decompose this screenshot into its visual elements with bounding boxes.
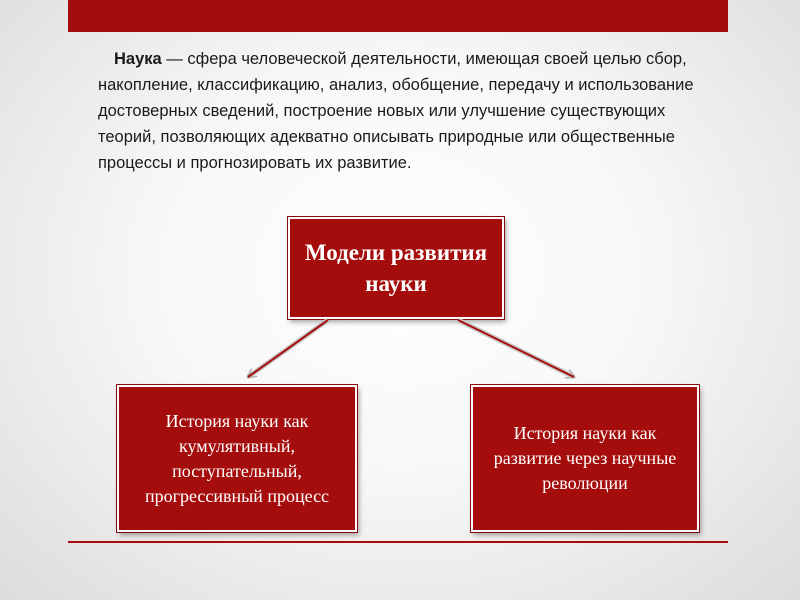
arrow-to-right-node bbox=[458, 320, 574, 377]
arrow-to-left-node bbox=[248, 320, 328, 377]
right-node bbox=[471, 385, 699, 532]
arrow-to-left-node-core bbox=[248, 320, 328, 377]
root-node-label: Модели развития науки bbox=[304, 240, 488, 296]
arrow-to-right-node-core bbox=[458, 320, 574, 377]
definition-term: Наука bbox=[114, 50, 162, 68]
right-node-label: История науки как развитие через научные революции bbox=[493, 423, 677, 493]
definition-text: — сфера человеческой деятельности, имеющая своей целью сбор, накопление, классификацию, анализ, обобщение, передачу и использование достоверных сведений, построение новых или улучшение существующих теорий, позволяющих адекватно описывать природные или общественные процессы и прогнозировать их развитие. bbox=[98, 50, 694, 172]
left-node-label: История науки как кумулятивный, поступательный, прогрессивный процесс bbox=[144, 410, 330, 506]
top-decor-bar bbox=[68, 0, 728, 32]
root-node bbox=[288, 217, 504, 319]
left-node bbox=[117, 385, 357, 532]
definition-paragraph bbox=[98, 46, 708, 176]
bottom-divider bbox=[68, 541, 728, 543]
